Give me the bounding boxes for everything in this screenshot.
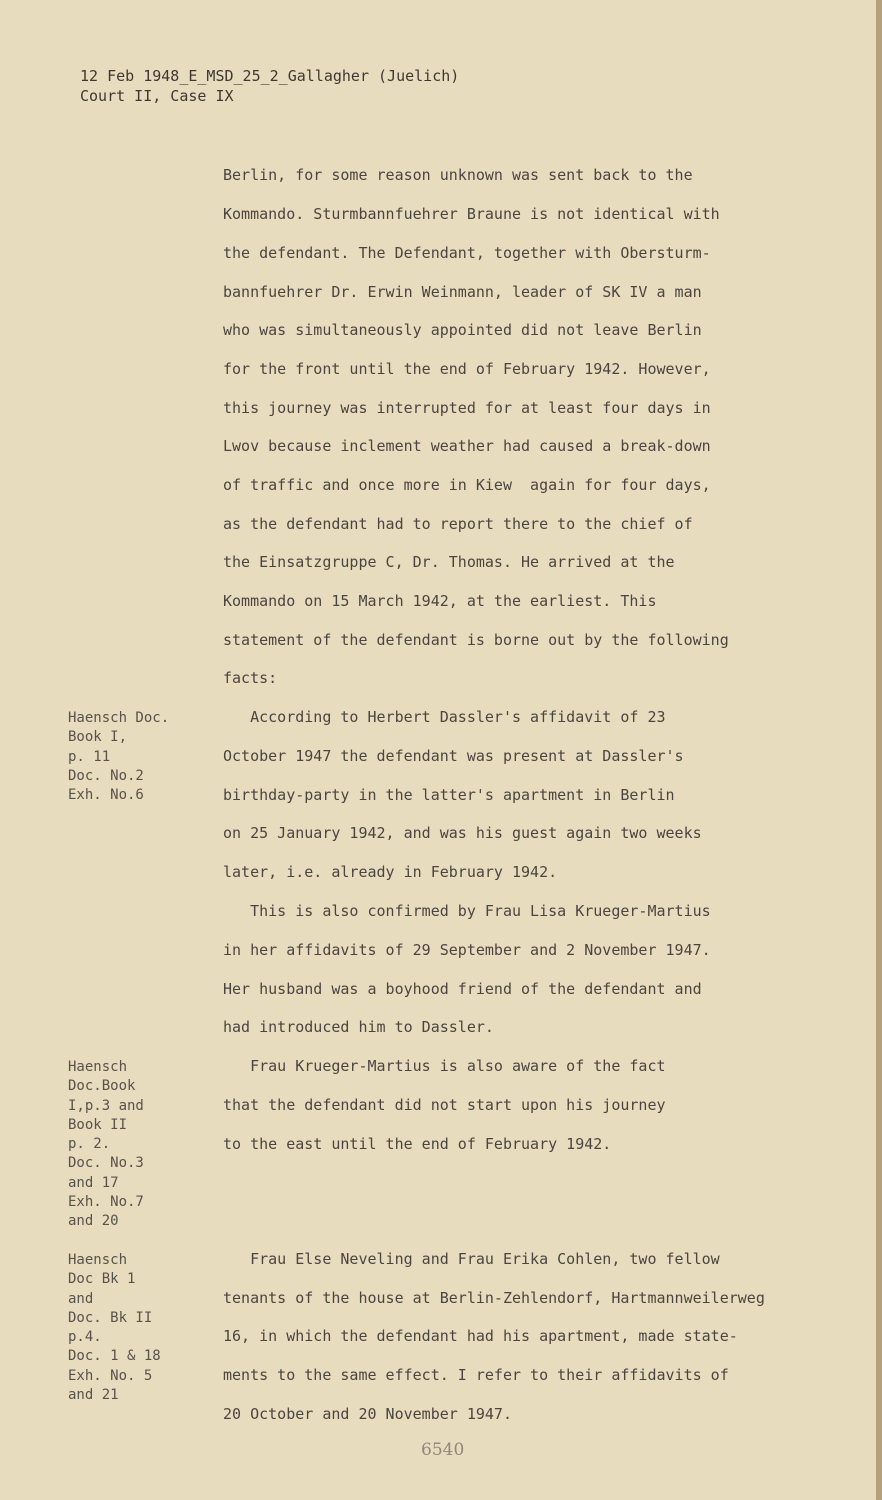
margin-note-line: Book I,	[68, 729, 128, 746]
margin-note-line: Doc.Book	[68, 1078, 136, 1095]
margin-note-line: p.4.	[68, 1329, 102, 1346]
body-line: this journey was interrupted for at least four days in	[223, 399, 711, 417]
body-line: as the defendant had to report there to the chief of	[223, 515, 693, 533]
body-line: had introduced him to Dassler.	[223, 1018, 494, 1036]
margin-note-line: Doc. No.2	[68, 767, 144, 784]
body-line: on 25 January 1942, and was his guest again two weeks	[223, 824, 702, 842]
body-line: Berlin, for some reason unknown was sent back to the	[223, 166, 693, 184]
margin-note	[68, 709, 169, 805]
margin-note-line: Doc. No.3	[68, 1155, 144, 1172]
body-line: October 1947 the defendant was present at Dassler's	[223, 747, 684, 765]
body-line: the defendant. The Defendant, together with Obersturm-	[223, 244, 711, 262]
body-line: to the east until the end of February 1942.	[223, 1135, 612, 1153]
header-line-2: Court II, Case IX	[80, 87, 234, 105]
margin-note-line: p. 2.	[68, 1136, 111, 1153]
margin-note-line: Book II	[68, 1116, 128, 1133]
margin-note-line: Doc. Bk II	[68, 1309, 153, 1326]
margin-note-line: and 17	[68, 1174, 119, 1191]
body-line: 16, in which the defendant had his apartment, made state-	[223, 1327, 738, 1345]
body-line: statement of the defendant is borne out by the following	[223, 631, 729, 649]
margin-note-line: Doc. 1 & 18	[68, 1348, 161, 1365]
margin-note-line: Exh. No. 5	[68, 1367, 153, 1384]
header-line-1: 12 Feb 1948_E_MSD_25_2_Gallagher (Juelich)	[80, 67, 460, 85]
body-line: in her affidavits of 29 September and 2 November 1947.	[223, 941, 711, 959]
body-line: This is also confirmed by Frau Lisa Krueger-Martius	[223, 902, 711, 920]
body-line: of traffic and once more in Kiew again for four days,	[223, 476, 711, 494]
body-line: who was simultaneously appointed did not leave Berlin	[223, 321, 702, 339]
margin-note-line: and 21	[68, 1387, 119, 1404]
body-line: birthday-party in the latter's apartment in Berlin	[223, 786, 675, 804]
body-line: According to Herbert Dassler's affidavit of 23	[223, 708, 666, 726]
margin-note-line: I,p.3 and	[68, 1097, 144, 1114]
margin-note-line: p. 11	[68, 748, 111, 765]
body-line: later, i.e. already in February 1942.	[223, 863, 558, 881]
body-line: Kommando on 15 March 1942, at the earliest. This	[223, 592, 657, 610]
body-line: that the defendant did not start upon his journey	[223, 1096, 666, 1114]
margin-note-line: and 20	[68, 1213, 119, 1230]
body-line: facts:	[223, 669, 278, 687]
body-line: Frau Else Neveling and Frau Erika Cohlen, two fellow	[223, 1250, 720, 1268]
body-line: Frau Krueger-Martius is also aware of the fact	[223, 1057, 666, 1075]
margin-note-line: Haensch	[68, 1059, 128, 1075]
body-line: 20 October and 20 November 1947.	[223, 1405, 512, 1423]
body-line: the Einsatzgruppe C, Dr. Thomas. He arrived at the	[223, 553, 675, 571]
margin-note	[68, 1251, 161, 1405]
body-line: for the front until the end of February 1942. However,	[223, 360, 711, 378]
body-line: Kommando. Sturmbannfuehrer Braune is not identical with	[223, 205, 720, 223]
body-line: Her husband was a boyhood friend of the defendant and	[223, 980, 702, 998]
body-line: tenants of the house at Berlin-Zehlendorf, Hartmannweilerweg	[223, 1289, 765, 1307]
margin-note-line: Doc Bk 1	[68, 1271, 136, 1288]
margin-note-line: Haensch Doc.	[68, 710, 170, 726]
margin-note-line: Exh. No.6	[68, 787, 144, 804]
margin-note-line: Haensch	[68, 1252, 128, 1268]
body-line: ments to the same effect. I refer to their affidavits of	[223, 1366, 729, 1384]
margin-note-line: and	[68, 1290, 94, 1307]
body-line: bannfuehrer Dr. Erwin Weinmann, leader of SK IV a man	[223, 283, 702, 301]
margin-note	[68, 1058, 144, 1232]
margin-note-line: Exh. No.7	[68, 1194, 144, 1211]
body-line: Lwov because inclement weather had caused a break-down	[223, 437, 711, 455]
page-number: 6540	[421, 1440, 465, 1460]
